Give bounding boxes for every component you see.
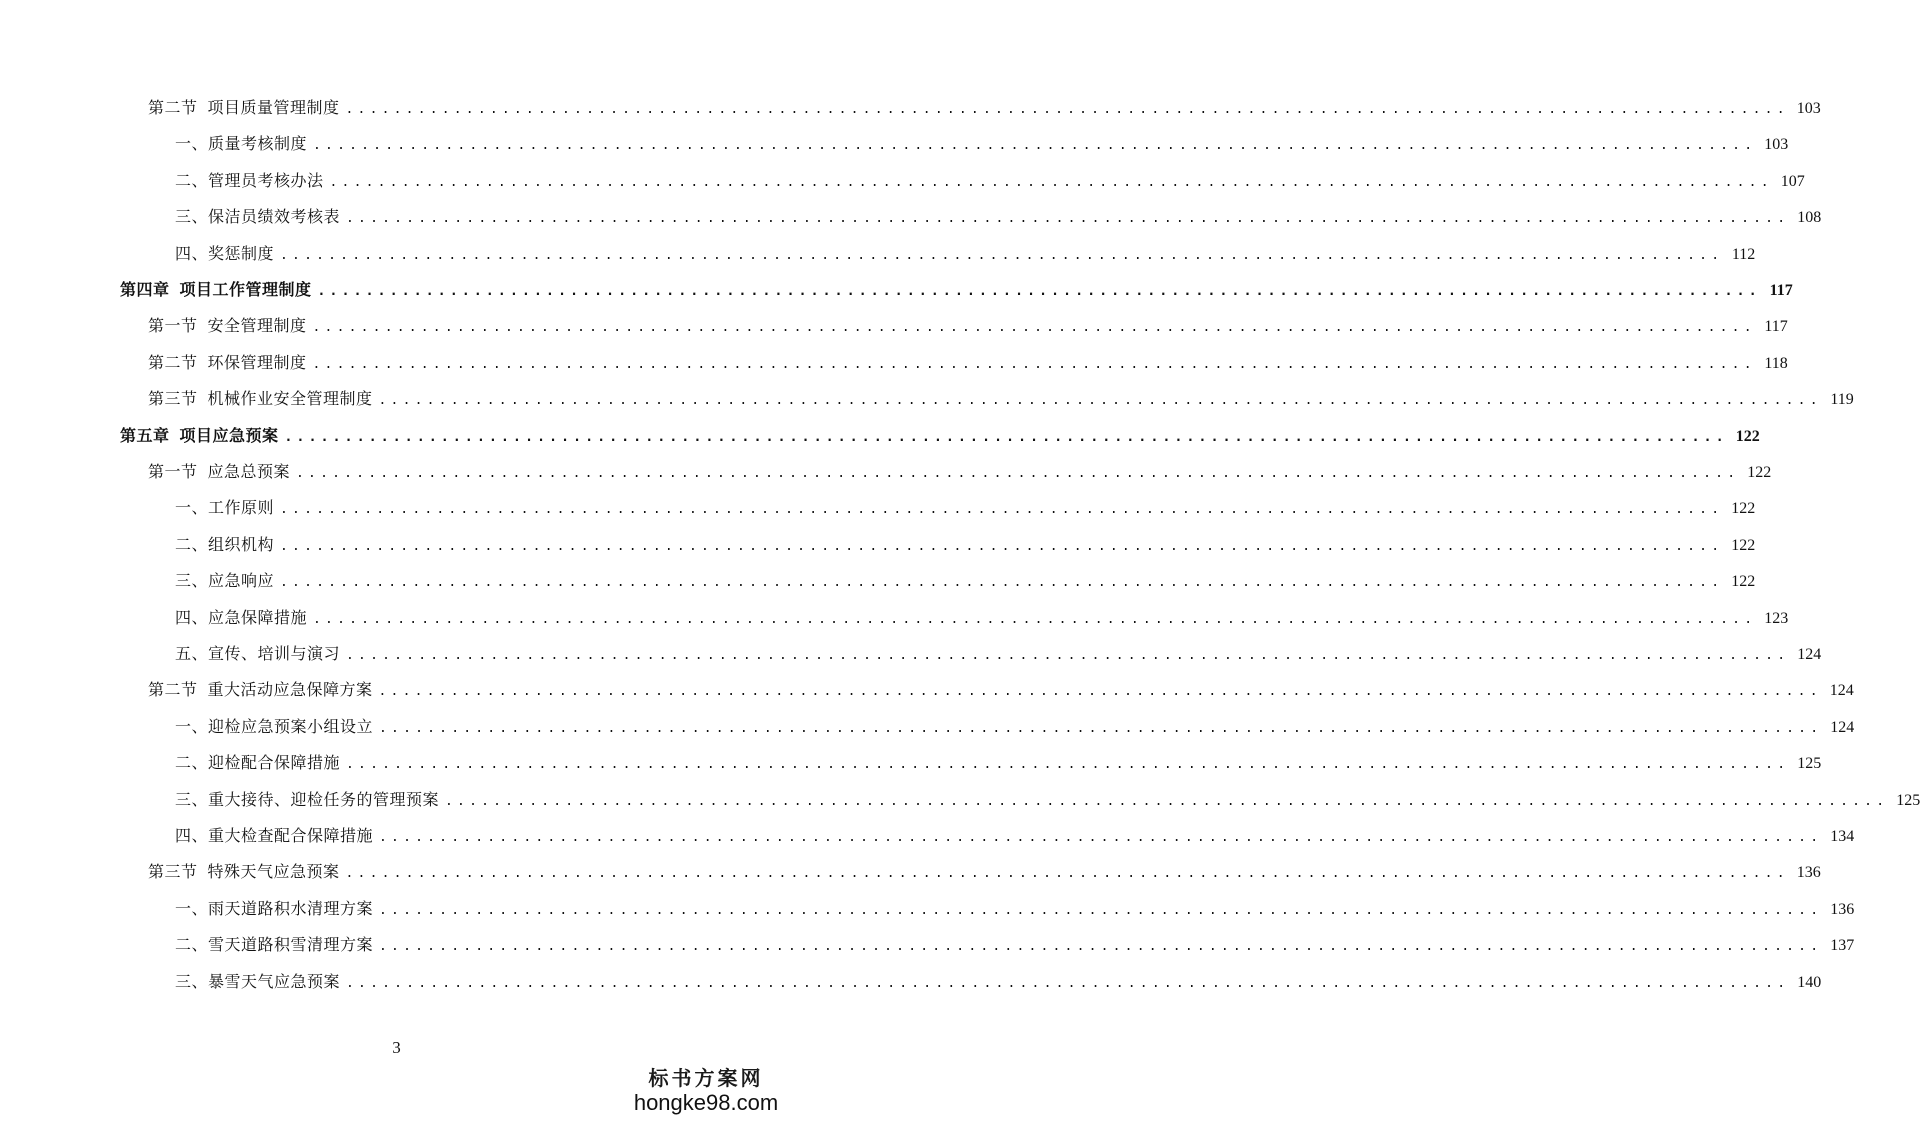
toc-entry[interactable] <box>175 205 1822 229</box>
toc-entry[interactable] <box>175 132 1789 156</box>
toc-dot-leader: ........................................................................................................................ <box>280 575 1724 591</box>
toc-entry-text: 应急响应 <box>208 571 275 591</box>
watermark-logo <box>631 1066 781 1116</box>
toc-entry-prefix: 第五章 <box>120 425 170 445</box>
toc-entry-prefix: 二、 <box>175 935 209 955</box>
toc-entry[interactable] <box>120 278 1793 302</box>
toc-entry-prefix: 五、 <box>175 644 209 663</box>
toc-entry-page: 137 <box>1830 937 1855 955</box>
toc-entry-prefix: 二、 <box>175 753 209 773</box>
toc-entry[interactable] <box>175 642 1822 666</box>
toc-dot-leader: ........................................................................................................................ <box>379 939 1823 955</box>
toc-dot-leader: ........................................................................................................................ <box>280 247 1724 263</box>
toc-entry-title <box>148 96 340 120</box>
toc-dot-leader: ........................................................................................................................ <box>345 102 1789 117</box>
toc-entry-page: 122 <box>1735 427 1760 445</box>
toc-entry-page: 122 <box>1731 536 1756 554</box>
toc-entry[interactable] <box>175 242 1756 266</box>
toc-entry-text: 迎检应急预案小组设立 <box>208 716 374 736</box>
toc-dot-leader: ........................................................................................................................ <box>346 648 1790 663</box>
toc-entry-title <box>175 788 439 812</box>
toc-dot-leader: ........................................................................................................................ <box>345 866 1789 882</box>
toc-entry-page: 112 <box>1731 245 1756 263</box>
toc-entry-page: 117 <box>1764 318 1788 336</box>
toc-entry-prefix: 四、 <box>175 607 209 627</box>
toc-entry-text: 应急保障措施 <box>208 607 308 627</box>
toc-entry[interactable] <box>175 496 1756 520</box>
toc-entry-title <box>175 533 274 557</box>
toc-entry-title <box>175 569 274 593</box>
toc-entry-title <box>148 387 373 411</box>
toc-entry-prefix: 第二节 <box>148 680 198 700</box>
toc-entry-page: 124 <box>1797 646 1822 663</box>
toc-dot-leader: ........................................................................................................................ <box>379 902 1823 918</box>
toc-dot-leader: ........................................................................................................................ <box>313 611 1757 627</box>
toc-entry-page: 122 <box>1731 573 1756 591</box>
toc-dot-leader: ........................................................................................................................ <box>346 975 1790 991</box>
toc-entry-text: 应急总预案 <box>207 462 291 481</box>
toc-entry-prefix: 一、 <box>175 134 209 154</box>
toc-entry[interactable] <box>148 678 1854 702</box>
toc-entry-title <box>120 278 312 302</box>
toc-entry-title <box>175 169 324 193</box>
toc-entry-title <box>175 824 373 848</box>
toc-entry-prefix: 三、 <box>175 207 209 227</box>
toc-entry-prefix: 二、 <box>175 170 209 190</box>
toc-entry-text: 雨天道路积水清理方案 <box>208 898 374 918</box>
toc-entry-page: 119 <box>1830 391 1854 409</box>
toc-entry[interactable] <box>175 569 1756 593</box>
toc-entry-prefix: 第四章 <box>120 280 170 299</box>
toc-entry[interactable] <box>175 897 1855 921</box>
toc-entry-text: 项目工作管理制度 <box>179 280 312 299</box>
toc-entry-text: 奖惩制度 <box>208 243 275 263</box>
toc-dot-leader: ........................................................................................................................ <box>378 393 1822 409</box>
toc-entry[interactable] <box>148 860 1821 884</box>
toc-entry[interactable] <box>175 788 1920 812</box>
toc-entry-title <box>148 860 340 884</box>
toc-entry[interactable] <box>175 751 1822 775</box>
toc-entry-text: 管理员考核办法 <box>208 170 324 190</box>
toc-entry-page: 122 <box>1747 464 1772 481</box>
toc-entry-text: 项目质量管理制度 <box>207 98 340 117</box>
toc-entry-title <box>175 606 307 630</box>
toc-entry-text: 机械作业安全管理制度 <box>207 389 373 409</box>
toc-entry-prefix: 第三节 <box>148 862 198 882</box>
toc-entry[interactable] <box>175 933 1855 957</box>
toc-entry-text: 质量考核制度 <box>208 134 308 154</box>
toc-entry-text: 环保管理制度 <box>207 352 307 372</box>
toc-entry-text: 重大活动应急保障方案 <box>207 680 373 700</box>
toc-entry-text: 迎检配合保障措施 <box>208 753 341 773</box>
toc-entry-prefix: 四、 <box>175 243 209 263</box>
toc-entry-title <box>148 351 307 375</box>
toc-entry-prefix: 第二节 <box>148 98 198 117</box>
toc-entry-page: 124 <box>1829 682 1854 700</box>
toc-dot-leader: ........................................................................................................................ <box>379 830 1823 845</box>
toc-dot-leader: ........................................................................................................................ <box>379 720 1823 736</box>
toc-entry-title <box>148 314 307 338</box>
toc-dot-leader: ........................................................................................................................ <box>346 211 1790 227</box>
toc-entry-prefix: 第三节 <box>148 389 198 409</box>
toc-entry-page: 103 <box>1764 136 1789 154</box>
toc-entry-text: 宣传、培训与演习 <box>208 644 341 663</box>
toc-dot-leader: ........................................................................................................................ <box>280 538 1724 554</box>
toc-entry-title <box>148 460 290 484</box>
toc-dot-leader: ........................................................................................................................ <box>378 684 1822 700</box>
watermark-cn-text: 标书方案网 <box>648 1066 764 1090</box>
toc-entry-text: 重大接待、迎检任务的管理预案 <box>208 789 440 809</box>
toc-entry-page: 118 <box>1764 354 1788 372</box>
toc-entry-text: 工作原则 <box>208 498 275 518</box>
toc-entry[interactable] <box>175 169 1805 193</box>
toc-dot-leader: ........................................................................................................................ <box>317 284 1761 299</box>
toc-entry-title <box>175 970 340 994</box>
toc-entry-title <box>120 424 279 448</box>
toc-entry[interactable] <box>175 533 1756 557</box>
toc-dot-leader: ........................................................................................................................ <box>329 174 1773 190</box>
toc-entry-page: 117 <box>1769 282 1793 299</box>
toc-entry-prefix: 三、 <box>175 571 209 591</box>
toc-entry-prefix: 一、 <box>175 498 209 518</box>
toc-entry[interactable] <box>120 424 1760 448</box>
toc-entry[interactable] <box>148 387 1854 411</box>
toc-entry-text: 重大检查配合保障措施 <box>208 826 374 845</box>
toc-entry-page: 123 <box>1764 609 1789 627</box>
toc-entry-title <box>175 642 340 666</box>
toc-entry[interactable] <box>175 715 1855 739</box>
toc-entry-prefix: 第二节 <box>148 352 198 372</box>
toc-entry[interactable] <box>148 314 1788 338</box>
toc-dot-leader: ........................................................................................................................ <box>284 429 1728 445</box>
toc-entry-page: 136 <box>1796 864 1821 882</box>
toc-entry-text: 组织机构 <box>208 534 275 554</box>
toc-entry-text: 项目应急预案 <box>179 425 279 445</box>
toc-entry-title <box>175 242 274 266</box>
toc-entry-page: 103 <box>1796 100 1821 117</box>
toc-entry-prefix: 二、 <box>175 534 209 554</box>
toc-entry-title <box>175 205 340 229</box>
toc-entry-text: 暴雪天气应急预案 <box>208 971 341 991</box>
toc-entry-title <box>148 678 373 702</box>
toc-entry-prefix: 一、 <box>175 716 209 736</box>
toc-entry-prefix: 三、 <box>175 971 209 991</box>
toc-entry-page: 125 <box>1797 755 1822 773</box>
toc-dot-leader: ........................................................................................................................ <box>280 502 1724 518</box>
toc-entry-prefix: 三、 <box>175 789 209 809</box>
toc-entry-text: 雪天道路积雪清理方案 <box>208 935 374 955</box>
toc-entry-page: 125 <box>1896 791 1920 809</box>
toc-dot-leader: ........................................................................................................................ <box>313 138 1757 154</box>
toc-entry-text: 保洁员绩效考核表 <box>208 207 341 227</box>
toc-entry[interactable] <box>175 970 1822 994</box>
toc-entry-title <box>175 751 340 775</box>
toc-entry-page: 136 <box>1830 900 1855 918</box>
toc-dot-leader: ........................................................................................................................ <box>445 793 1889 809</box>
toc-entry-page: 107 <box>1780 172 1805 190</box>
toc-entry[interactable] <box>148 351 1788 375</box>
toc-entry-title <box>175 496 274 520</box>
toc-entry-prefix: 第一节 <box>148 316 198 336</box>
toc-entry-page: 140 <box>1797 973 1822 991</box>
toc-entry-prefix: 四、 <box>175 826 209 845</box>
watermark-en-text: hongke98.com <box>633 1090 779 1115</box>
page-number: 3 <box>392 1038 401 1057</box>
toc-entry-title <box>175 715 373 739</box>
toc-entry[interactable] <box>175 606 1789 630</box>
toc-dot-leader: ........................................................................................................................ <box>296 466 1740 481</box>
toc-entry[interactable] <box>175 824 1855 848</box>
toc-entry-title <box>175 132 307 156</box>
toc-entry-text: 特殊天气应急预案 <box>207 862 340 882</box>
toc-entry-title <box>175 933 373 957</box>
toc-entry-prefix: 第一节 <box>148 462 198 481</box>
toc-entry-page: 108 <box>1797 209 1822 227</box>
toc-entry-text: 安全管理制度 <box>207 316 307 336</box>
toc-entry[interactable] <box>148 96 1821 120</box>
toc-entry-title <box>175 897 373 921</box>
toc-dot-leader: ........................................................................................................................ <box>312 356 1756 372</box>
toc-entry[interactable] <box>148 460 1772 484</box>
toc-entry-prefix: 一、 <box>175 898 209 918</box>
toc-dot-leader: ........................................................................................................................ <box>312 320 1756 336</box>
toc-entry-page: 134 <box>1830 828 1855 845</box>
toc-entry-page: 122 <box>1731 500 1756 518</box>
toc-dot-leader: ........................................................................................................................ <box>346 757 1790 773</box>
toc-entry-page: 124 <box>1830 718 1855 736</box>
